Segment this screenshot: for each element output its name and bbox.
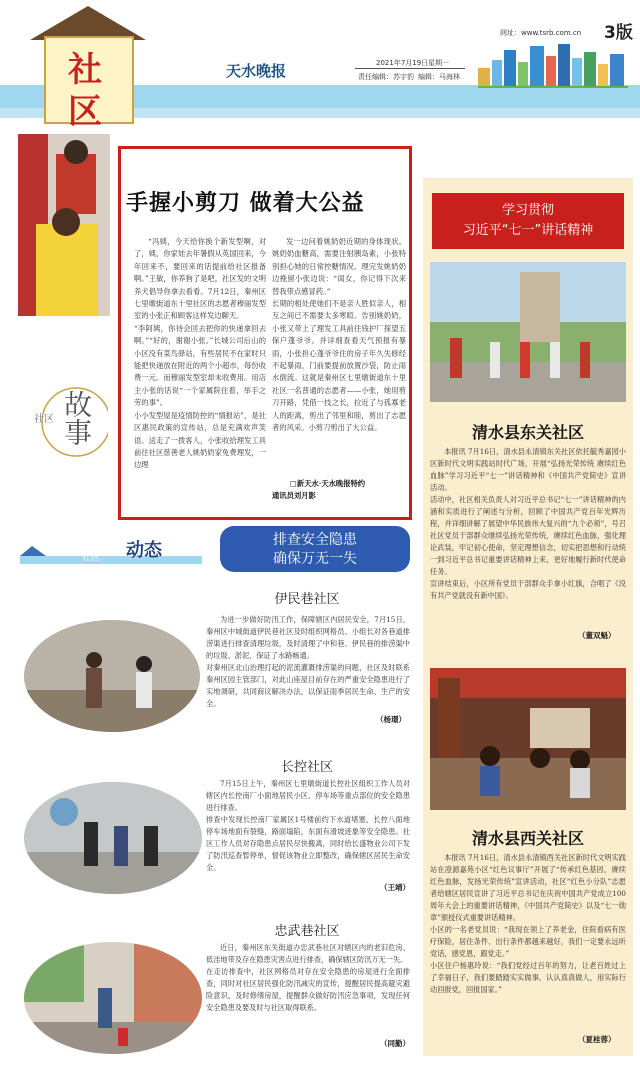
dynamics-item-credit: （王靖） xyxy=(380,883,410,892)
story-tag-big: 故事 xyxy=(60,390,93,446)
issue-date: 2021年7月19日 xyxy=(376,59,429,67)
section-char-2: 区 xyxy=(68,92,102,132)
feature-column-1: “冯姨，今天给你换个新发型啊，对了，姨，你家娃去年暑假从英国回来，今年回来不，要回来的话提前给社区报备啊。”王敏，你养狗了是吧，社区发的文明养犬倡导你拿去看看。7月12日，秦州区七里墩街道东十里社区的志愿者穆丽发型室的小张正和顾客这样发边聊天。 “李阿姨，你待会回去把你的快递拿回去啊。”“好的，谢谢小张。”长城公司后山的小区没有菜鸟驿站，有些居民不在家时只能把快递放在附近的两个小超市，每份收费一元。而穆丽发型室却未收费用。用店主小张的话说“一个家属院住着，举手之劳的事”。 小小发型屋是疫情防控的“情报站”，是社区惠民政策的宣传站，总是充满欢声笑语。送走了一拨客人，小张收拾理发工具前往社区慈善老人姚奶奶家免费理发，一边理 xyxy=(134,237,266,470)
right-story-1-heading: 清水县东关社区 xyxy=(471,423,584,442)
dynamics-item-photo xyxy=(24,782,202,894)
study-banner xyxy=(432,193,624,249)
dynamics-label-big: 动态 xyxy=(126,540,162,561)
ribbon-line-2: 确保万无一失 xyxy=(273,551,357,567)
dynamics-item-credit: （同勤） xyxy=(380,1039,410,1048)
ribbon-line-1: 排查安全隐患 xyxy=(273,532,357,548)
right-story-2-text: 本报讯 7月16日，清水县永清镇西关社区新时代文明实践站在澄源嘉苑小区“红色议事厅”开展了“传承红色基因，赓续红色血脉，发扬光荣传统”宣讲活动，社区“红色小分队”志愿者给辖区居民宣讲了习近平总书记在庆祝中国共产党成立100周年大会上的重要讲话精神，《中国共产党简史》以及“七一勋章”颁授仪式重要讲话精神。 小区的一名老党员说：“我现在领上了养老金，住院看病有医疗保险，居住条件、出行条件都越来越好，我们一定要永远听党话，感党恩，跟党走。” 小区住户杨惠玲说：“我们党经过百年的努力，让老百姓过上了幸福日子，我们要踏踏实实做事，认认真真做人，用实际行动回报党，回报国家。” xyxy=(430,853,626,994)
editor-line: 责任编辑：苏宇豹 xyxy=(358,73,414,81)
dynamics-item-heading: 伊民巷社区 xyxy=(274,592,340,607)
feature-credit-1: □新天水·天水晚报特约 xyxy=(290,479,366,488)
banner-line-1: 学习贯彻 xyxy=(501,203,554,218)
dynamics-item-credit: （杨璟） xyxy=(376,715,406,724)
site-url: 网址：www.tsrb.com.cn xyxy=(500,29,582,37)
dynamics-label-small: 社区 xyxy=(82,553,101,563)
right-story-2-heading: 清水县西关社区 xyxy=(471,829,584,848)
section-house-logo xyxy=(30,6,140,132)
house-roof xyxy=(30,6,146,40)
section-char-1: 社 xyxy=(68,50,102,90)
story-tag-small: 社区 xyxy=(34,414,54,425)
page-number: 3版 xyxy=(604,23,633,43)
banner-line-2: 习近平“七一”讲话精神 xyxy=(462,223,594,238)
dynamics-item-text: 近日，秦州区东关街道办忠武巷社区对辖区内的老旧危房、低洼地带及存在隐患灾害点进行排查，确保辖区防汛万无一失。 在走访排查中，社区网格员对存在安全隐患的房屋进行全面排查，同时对社区居民强化防汛减灾的宣传，提醒居民提高避灾避险意识，及时修缮房屋，提醒群众做好防汛应急事项，发现任何安全隐患及要及时与社区取得联系。 xyxy=(206,943,410,1012)
dynamics-item-text: 7月15日上午，秦州区七里墩街道长控社区组织工作人员对辖区内长控南厂小面地居民小区、停车场等重点部位的安全隐患进行排查。 排查中发现长控南厂家属区1号楼前约下水道堵塞，长控八面地停车场地面有裂缝，路面塌陷，东面有滑坡迹象等安全隐患。社区工作人员对存隐患点居民尽快搬离，同时给长盛物业公司下发了防汛巡查暂停单，督促该物业立即整改，确保辖区居民生命安全。 xyxy=(206,779,410,872)
dynamics-item-photo xyxy=(24,620,200,732)
paper-name: 天水晚报 xyxy=(226,62,287,80)
feature-credit-2: 通讯员刘月影 xyxy=(272,491,316,500)
dynamics-header-bar xyxy=(20,540,202,566)
right-story-2-credit: （夏桂蓉） xyxy=(578,1035,616,1044)
feature-title: 手握小剪刀 做着大公益 xyxy=(126,191,365,216)
hairdresser-photo xyxy=(18,134,110,316)
feature-column-2: 发一边问着姚奶奶近期的身体现状。姚奶奶血糖高，需要注射胰岛素，小张特别担心她的日常控糖情况。理完发姚奶奶边挽留小张边说：“闺女，你记得下次来替我带点感冒药。” 长期的相处使她们不是亲人胜似亲人，相互之间已不需要太多寒暄。告别姚奶奶，小张又带上了理发工具前往钱护厂探望五保户蓬爷爷。并详细查看天气预报有暴雨，小张担心蓬爷爷住的房子年久失修经不起暴雨，门前要提前放置沙袋，防止雨水倒流。这就是秦州区七里墩街道东十里社区一名普通的志愿者——小张，她用剪刀开路，凭借一技之长，拉近了与孤寡老人的距离，剪出了邻里和睦，剪出了志愿者的风采。小剪刀剪出了大公益。 xyxy=(272,237,406,433)
dynamics-ribbon xyxy=(220,526,410,572)
dynamics-item-photo xyxy=(24,942,202,1054)
dynamics-item-heading: 长控社区 xyxy=(280,760,333,775)
xiguan-photo xyxy=(430,668,626,810)
dongguan-photo xyxy=(430,262,626,402)
meta-rule xyxy=(355,68,465,69)
proofreader-line: 编辑：马海林 xyxy=(418,73,460,81)
dynamics-item-text: 为进一步做好防汛工作，保障辖区内居民安全，7月15日，秦州区中城街道伊民巷社区及时组织网格员、小组长对各巷道排涝渠进行排查清理垃圾，及时清理了中和巷、伊民巷的排涝渠中的垃圾、淤泥，保证了水路畅通。 对秦州区北山治理打起的泥流灌溉排涝渠的问题，社区及时联系秦州区园主管部门，对此山座屋目前存在的严重安全隐患进行了实地调研，共同商议解决办法，以保证雨季居民生命、生产的安全。 xyxy=(206,615,410,708)
right-story-1-credit: （董双魁） xyxy=(578,631,616,640)
city-skyline-graphic xyxy=(478,42,628,88)
story-tag xyxy=(28,380,108,476)
right-story-1-text: 本报讯 7月16日，清水县永清镇东关社区依托毓秀嘉园小区新时代文明实践站时代广场，开展“弘扬光荣传统 赓续红色血脉”学习习近平“七一”讲话精神和《中国共产党简史》宣讲活动。 活动中，社区相关负责人对习近平总书记“七一”讲话精神的内涵和实质进行了阐述与分析，回顾了中国共产党百年光辉历程，并详细讲解了展望中华民族伟大复兴的“九个必须”，号召社区党员干部群众继续弘扬光荣传统，赓续红色血脉，强化理论武装，牢记初心使命，坚定理想信念，切实把思想和行动统一到习近平总书记重要讲话精神上来，更好地履行新时代使命任务。 宣讲结束后，小区所有党员干部群众手拿小红旗，合唱了《没有共产党就没有新中国》。 xyxy=(430,447,626,600)
issue-weekday: 星期一 xyxy=(428,59,449,67)
dynamics-item-heading: 忠武巷社区 xyxy=(274,924,340,939)
